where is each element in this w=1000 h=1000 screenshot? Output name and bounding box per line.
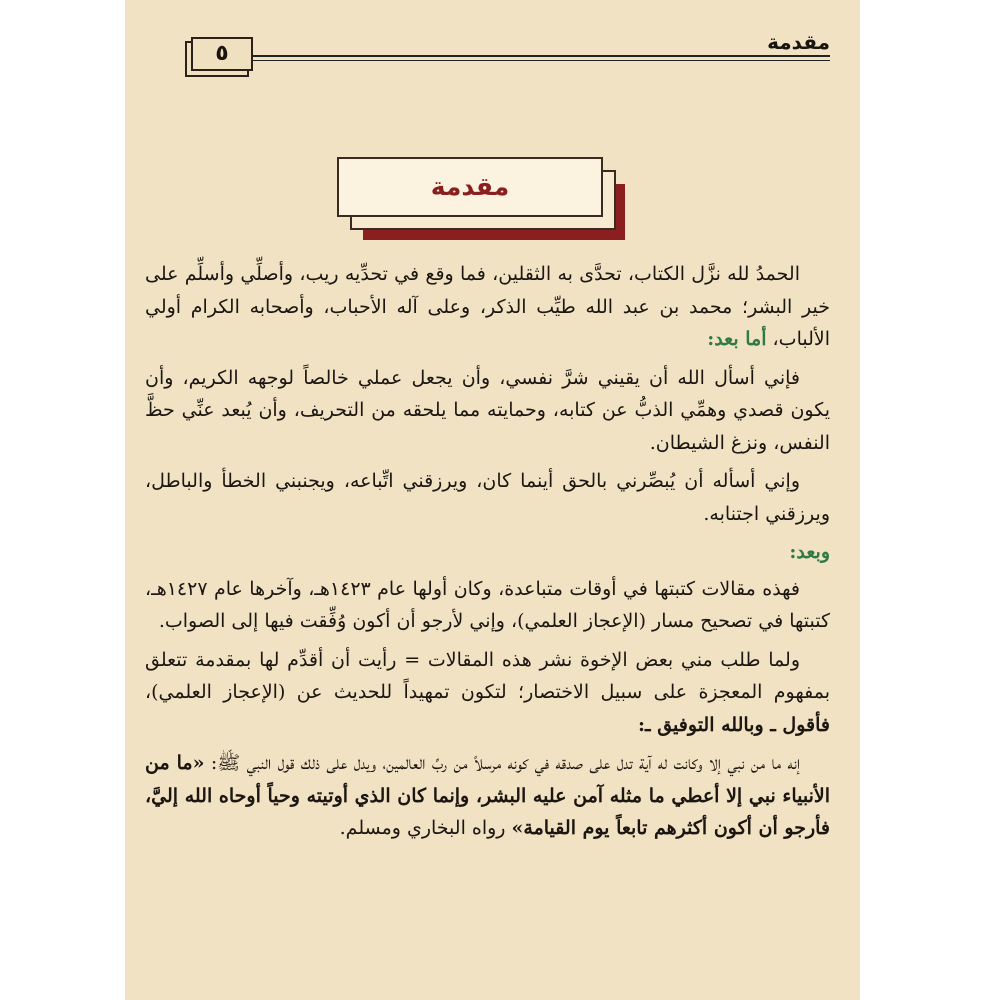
paragraph-text: ولما طلب مني بعض الإخوة نشر هذه المقالات = رأيت أن أقدِّم لها بمقدمة تتعلق بمفهوم المعجزة على سبيل الاختصار؛ لتكون تمهيداً للحديث عن (الإعجاز العلمي)، <box>145 648 830 703</box>
chapter-title: مقدمة <box>337 157 603 217</box>
paragraph <box>145 573 830 638</box>
header-rule <box>253 55 830 57</box>
page-number-badge: ٥ <box>191 37 253 71</box>
hadith-quote: «ما من الأنبياء نبي إلا أعطي ما مثله آمن عليه البشر، وإنما كان الذي أوتيته وحياً أوحاه الله إليَّ، فأرجو أن أكون أكثرهم تابعاً يوم القيامة» <box>145 752 830 839</box>
paragraph-text: فإني أسأل الله أن يقيني شرَّ نفسي، وأن يجعل عملي خالصاً لوجهه الكريم، وأن يكون قصدي وهمِّي الذبُّ عن كتابه، وحمايته مما يلحقه من التحريف، وأن يُبعد عنِّي حظَّ النفس، ونزغ الشيطان. <box>145 366 830 454</box>
section-heading <box>145 536 830 569</box>
paragraph-text: وإني أسأله أن يُبصِّرني بالحق أينما كان، ويرزقني اتِّباعه، ويجنبني الخطأ والباطل، ويرزقني اجتنابه. <box>145 470 830 525</box>
bold-phrase: فأقول ـ وبالله التوفيق ـ: <box>638 713 830 736</box>
section-marker: وبعد: <box>789 541 830 563</box>
paragraph <box>145 362 830 460</box>
running-header-title: مقدمة <box>767 30 830 54</box>
paragraph <box>145 465 830 530</box>
paragraph-text: الحمدُ لله نزَّل الكتاب، تحدَّى به الثقلين، فما وقع في تحدِّيه ريب، وأصلِّي وأسلِّم على خير البشر؛ محمد بن عبد الله طيِّب الذكر، وعلى آله الأحباب، وأصحابه الكرام أولي الألباب، <box>145 263 830 350</box>
section-marker: أما بعد: <box>707 328 767 350</box>
paragraph-text: فهذه مقالات كتبتها في أوقات متباعدة، وكان أولها عام ١٤٢٣هـ، وآخرها عام ١٤٢٧هـ، كتبتها في تصحيح مسار (الإعجاز العلمي)، وإني لأرجو أن أكون وُفِّقت فيها إلى الصواب. <box>145 577 830 632</box>
paragraph <box>145 644 830 742</box>
paragraph-text: إنه ما من نبي إلا وكانت له آية تدل على صدقه في كونه مرسلاً من ربِّ العالمين، ويدل على ذلك قول النبي ﷺ: <box>210 752 800 774</box>
body-text <box>145 258 830 851</box>
paragraph <box>145 258 830 356</box>
book-page <box>125 0 860 1000</box>
citation: رواه البخاري ومسلم. <box>339 817 506 839</box>
paragraph <box>145 747 830 845</box>
header-rule <box>253 60 830 61</box>
